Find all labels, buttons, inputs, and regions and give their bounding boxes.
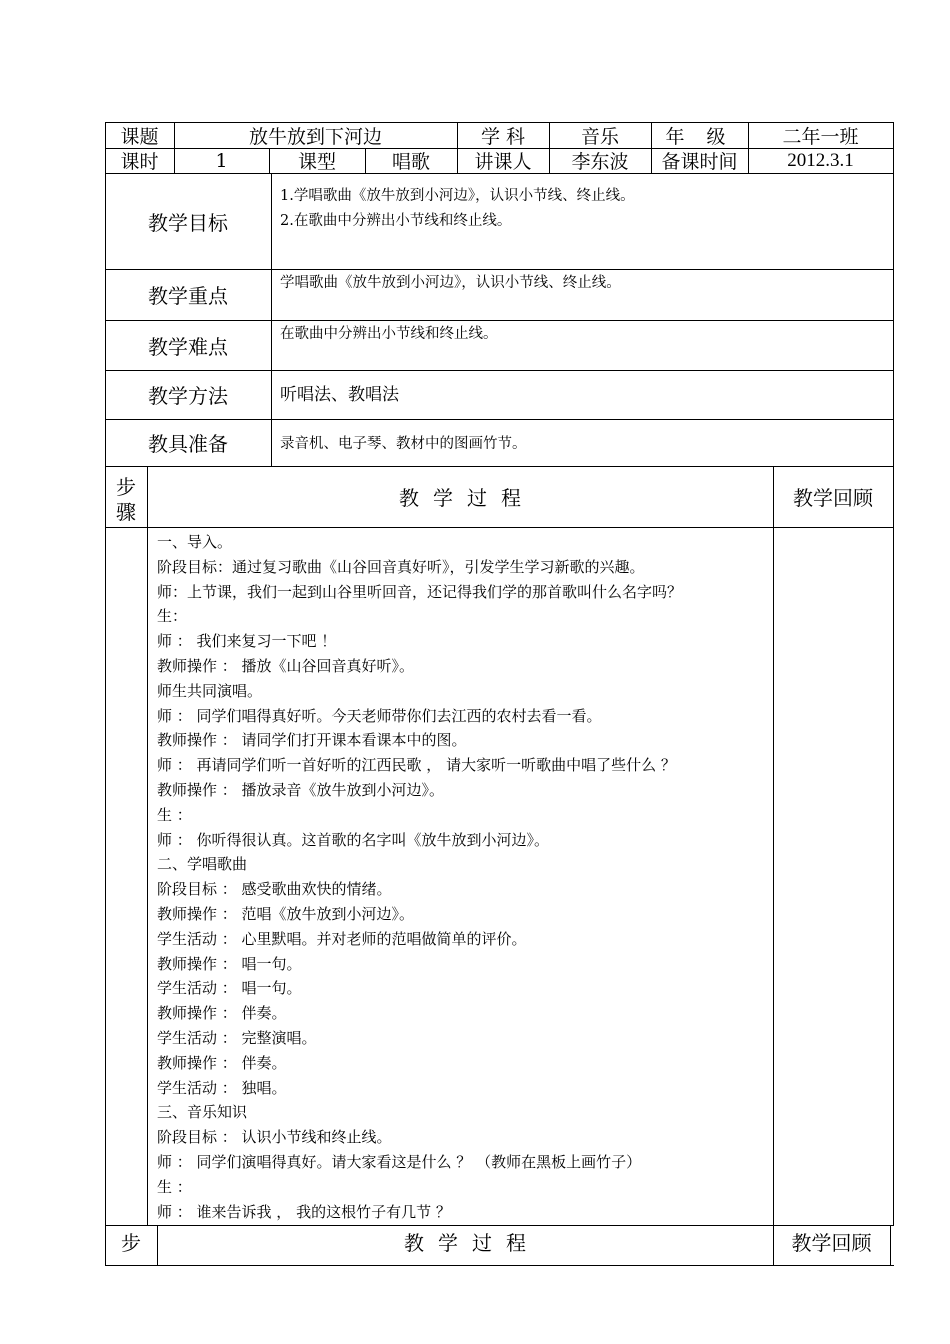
grade-label: 年 级 — [665, 125, 734, 148]
process-line: 阶段目标 ： 感受歌曲欢快的情绪。 — [157, 880, 392, 899]
goals-line-2: 2.在歌曲中分辨出小节线和终止线。 — [280, 213, 512, 229]
process-line: 教师操作 ： 唱一句。 — [157, 954, 302, 973]
type-value: 唱歌 — [391, 151, 430, 173]
grid-line — [271, 173, 272, 467]
teacher-label: 讲课人 — [474, 151, 532, 173]
footer-process-title: 教学过程 — [404, 1230, 540, 1255]
materials-text: 录音机、电子琴、教材中的图画竹节。 — [280, 436, 527, 452]
materials-label: 教具准备 — [148, 432, 228, 456]
process-line: 教师操作 ： 范唱《放牛放到小河边》。 — [157, 905, 415, 923]
review-title: 教学回顾 — [793, 486, 873, 510]
subject-value: 音乐 — [580, 125, 619, 148]
process-line: 三、音乐知识 — [157, 1103, 248, 1122]
prep-time-label: 备课时间 — [661, 151, 738, 173]
process-line: 阶段目标：通过复习歌曲《山谷回音真好听》，引发学生学习新歌的兴趣。 — [157, 557, 645, 576]
grid-line — [147, 466, 148, 1226]
steps-label-top: 步 — [116, 474, 136, 499]
grid-line — [773, 466, 774, 1226]
period-value: 1 — [215, 149, 228, 172]
difficulties-text: 在歌曲中分辨出小节线和终止线。 — [280, 326, 498, 342]
topic-value: 放牛放到下河边 — [248, 125, 382, 148]
goals-label: 教学目标 — [148, 210, 228, 235]
process-line: 师 ： 你听得很认真。这首歌的名字叫《放牛放到小河边》。 — [157, 830, 550, 849]
process-line: 一、导入。 — [157, 533, 233, 551]
process-line: 教师操作 ： 播放《山谷回音真好听》。 — [157, 657, 415, 675]
process-line: 师 ： 再请同学们听一首好听的江西民歌 ， 请大家听一听歌曲中唱了些什么 ？ — [157, 756, 676, 775]
grid-line — [105, 527, 894, 528]
process-line: 生 ： — [157, 1177, 192, 1196]
process-line: 生： — [157, 607, 188, 626]
process-line: 师生共同演唱。 — [157, 681, 263, 700]
process-line: 师 ： 我们来复习一下吧 ！ — [157, 632, 337, 651]
grid-line — [893, 122, 894, 1226]
key-points-label: 教学重点 — [148, 284, 228, 308]
process-line: 阶段目标 ： 认识小节线和终止线。 — [157, 1128, 392, 1147]
process-line: 学生活动 ： 唱一句。 — [157, 979, 302, 998]
process-line: 师 ： 谁来告诉我 ， 我的这根竹子有几节 ？ — [157, 1202, 451, 1221]
process-line: 教师操作 ： 请同学们打开课本看课本中的图。 — [157, 731, 467, 750]
process-line: 二、学唱歌曲 — [157, 855, 248, 874]
process-line: 教师操作 ： 播放录音《放牛放到小河边》。 — [157, 781, 445, 799]
methods-text: 听唱法、教唱法 — [280, 385, 399, 405]
process-title: 教学过程 — [399, 486, 535, 510]
period-label: 课时 — [120, 151, 159, 173]
footer-review-title: 教学回顾 — [791, 1230, 872, 1255]
process-line: 生 ： — [157, 805, 192, 824]
process-line: 师 ： 同学们演唱得真好。请大家看这是什么 ？ （教师在黑板上画竹子） — [157, 1153, 642, 1171]
goals-line-1: 1.学唱歌曲《放牛放到小河边》，认识小节线、终止线。 — [280, 188, 635, 204]
process-line: 学生活动 ： 完整演唱。 — [157, 1029, 317, 1047]
subject-label: 学 科 — [480, 125, 526, 148]
grade-value: 二年一班 — [782, 125, 859, 148]
steps-label-bottom: 骤 — [116, 499, 136, 524]
prep-time-value: 2012.3.1 — [787, 149, 854, 171]
difficulties-label: 教学难点 — [148, 334, 228, 359]
process-line: 教师操作 ： 伴奏。 — [157, 1004, 287, 1023]
process-line: 教师操作 ： 伴奏。 — [157, 1053, 287, 1072]
footer-steps-label: 步 — [121, 1230, 141, 1255]
methods-label: 教学方法 — [148, 384, 228, 408]
process-line: 学生活动 ： 独唱。 — [157, 1078, 287, 1097]
topic-label: 课题 — [120, 125, 159, 148]
grid-line — [105, 1265, 894, 1266]
process-line: 学生活动 ： 心里默唱。并对老师的范唱做简单的评价。 — [157, 929, 527, 948]
process-line: 师 ： 同学们唱得真好听。今天老师带你们去江西的农村去看一看。 — [157, 706, 602, 725]
grid-line — [890, 1225, 891, 1265]
type-label: 课型 — [297, 151, 336, 173]
teacher-value: 李东波 — [571, 151, 629, 173]
process-line: 师：上节课，我们一起到山谷里听回音，还记得我们学的那首歌叫什么名字吗？ — [157, 582, 683, 601]
key-points-text: 学唱歌曲《放牛放到小河边》，认识小节线、终止线。 — [280, 275, 621, 291]
